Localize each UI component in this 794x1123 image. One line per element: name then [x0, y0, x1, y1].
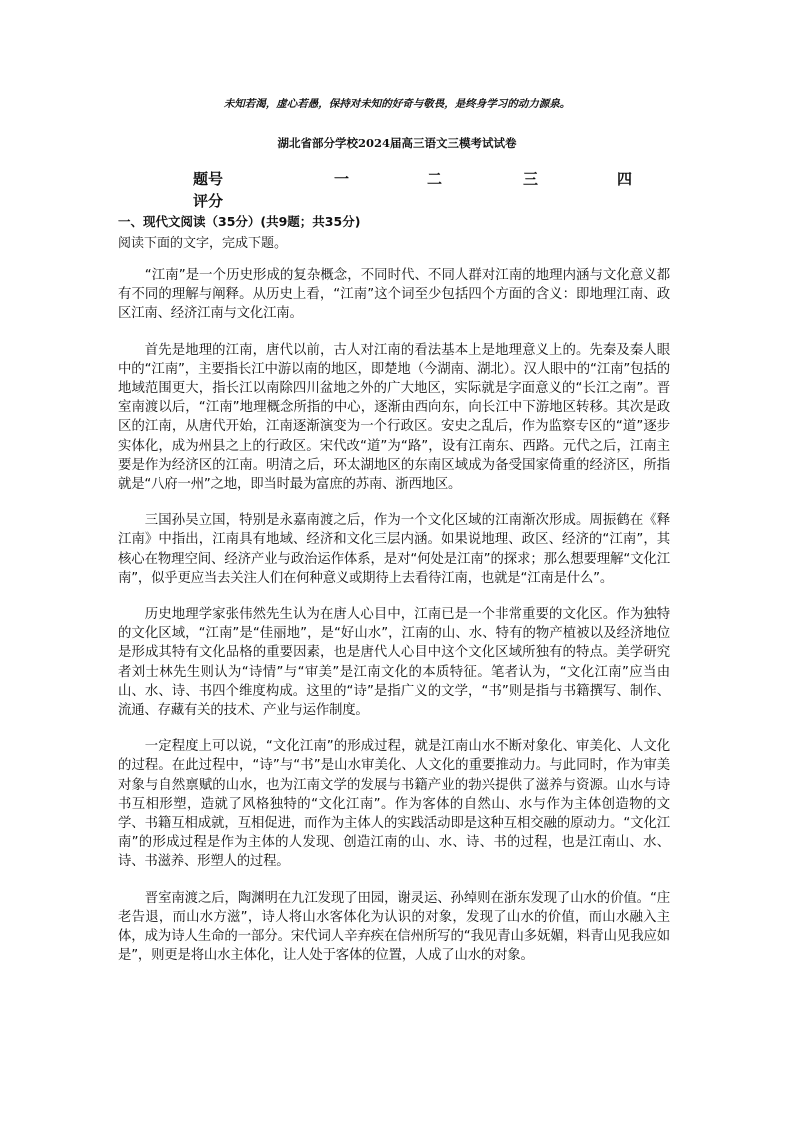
score-col-2: 二 [427, 170, 443, 188]
reading-instruction: 阅读下面的文字，完成下题。 [118, 236, 288, 251]
passage-paragraph-4: 历史地理学家张伟然先生认为在唐人心目中，江南已是一个非常重要的文化区。作为独特的文化区域，“江南”是“佳丽地”，是“好山水”，江南的山、水、特有的物产植被以及经济地位是形成其特有文化品格的重要因素，也是唐代人心目中这个文化区域所独有的特点。美学研究者刘士林先生则认为“诗情”与“审美”是江南文化的本质特征。笔者认为，“文化江南”应当由山、水、诗、书四个维度构成。这里的“诗”是指广义的文学，“书”则是指与书籍撰写、制作、流通、存藏有关的技术、产业与运作制度。 [118, 607, 670, 719]
motto-line: 未知若渴，虚心若愚，保持对未知的好奇与敬畏，是终身学习的动力源泉。 [223, 98, 571, 110]
score-label-score: 评分 [193, 192, 224, 210]
passage-paragraph-6: 晋室南渡之后，陶渊明在九江发现了田园，谢灵运、孙绰则在浙东发现了山水的价值。“庄老告退，而山水方滋”，诗人将山水客体化为认识的对象，发现了山水的价值，而山水融入主体，成为诗人生命的一部分。宋代词人辛弃疾在信州所写的“我见青山多妩媚，料青山见我应如是”，则更是将山水主体化，让人处于客体的位置，人成了山水的对象。 [118, 890, 670, 964]
section-heading: 一、现代文阅读（35分）(共9题；共35分) [118, 214, 361, 229]
score-table [193, 168, 643, 212]
score-col-3: 三 [523, 170, 539, 188]
reading-passage [118, 266, 670, 983]
score-row-scores [193, 190, 643, 212]
passage-paragraph-3: 三国孙吴立国，特别是永嘉南渡之后，作为一个文化区域的江南渐次形成。周振鹤在《释江南》中指出，江南具有地域、经济和文化三层内涵。如果说地理、政区、经济的“江南”，其核心在物理空间、经济产业与政治运作体系，是对“何处是江南”的探求；那么想要理解“文化江南”，似乎更应当去关注人们在何种意义或期待上去看待江南，也就是“江南是什么”。 [118, 513, 670, 586]
passage-paragraph-5: 一定程度上可以说，“文化江南”的形成过程，就是江南山水不断对象化、审美化、人文化的过程。在此过程中，“诗”与“书”是山水审美化、人文化的重要推动力。与此同时，作为审美对象与自然禀赋的山水，也为江南文学的发展与书籍产业的勃兴提供了滋养与资源。山水与诗书互相形塑，造就了风格独特的“文化江南”。作为客体的自然山、水与作为主体创造物的文学、书籍互相成就，互相促进，而作为主体人的实践活动即是这种互相交融的原动力。“文化江南”的形成过程是作为主体的人发现、创造江南的山、水、诗、书的过程，也是江南山、水、诗、书滋养、形塑人的过程。 [118, 739, 670, 870]
score-label-question: 题号 [193, 170, 224, 188]
passage-paragraph-2: 首先是地理的江南，唐代以前，古人对江南的看法基本上是地理意义上的。先秦及秦人眼中的“江南”，主要指长江中游以南的地区，即楚地（今湖南、湖北）。汉人眼中的“江南”包括的地域范围更大，指长江以南除四川盆地之外的广大地区，实际就是字面意义的“长江之南”。晋室南渡以后，“江南”地理概念所指的中心，逐渐由西向东，向长江中下游地区转移。其次是政区的江南，从唐代开始，江南逐渐演变为一个行政区。安史之乱后，作为监察专区的“道”逐步实体化，成为州县之上的行政区。宋代改“道”为“路”，设有江南东、西路。元代之后，江南主要是作为经济区的江南。明清之后，环太湖地区的东南区域成为备受国家倚重的经济区，所指就是“八府一州”之地，即当时最为富庶的苏南、浙西地区。 [118, 342, 670, 493]
exam-title: 湖北省部分学校2024届高三语文三模考试试卷 [277, 136, 517, 150]
score-col-4: 四 [617, 170, 633, 188]
score-col-1: 一 [334, 170, 350, 188]
passage-paragraph-1: “江南”是一个历史形成的复杂概念，不同时代、不同人群对江南的地理内涵与文化意义都有不同的理解与阐释。从历史上看，“江南”这个词至少包括四个方面的含义：即地理江南、政区江南、经济江南与文化江南。 [118, 268, 670, 322]
score-row-question-numbers [193, 168, 643, 190]
